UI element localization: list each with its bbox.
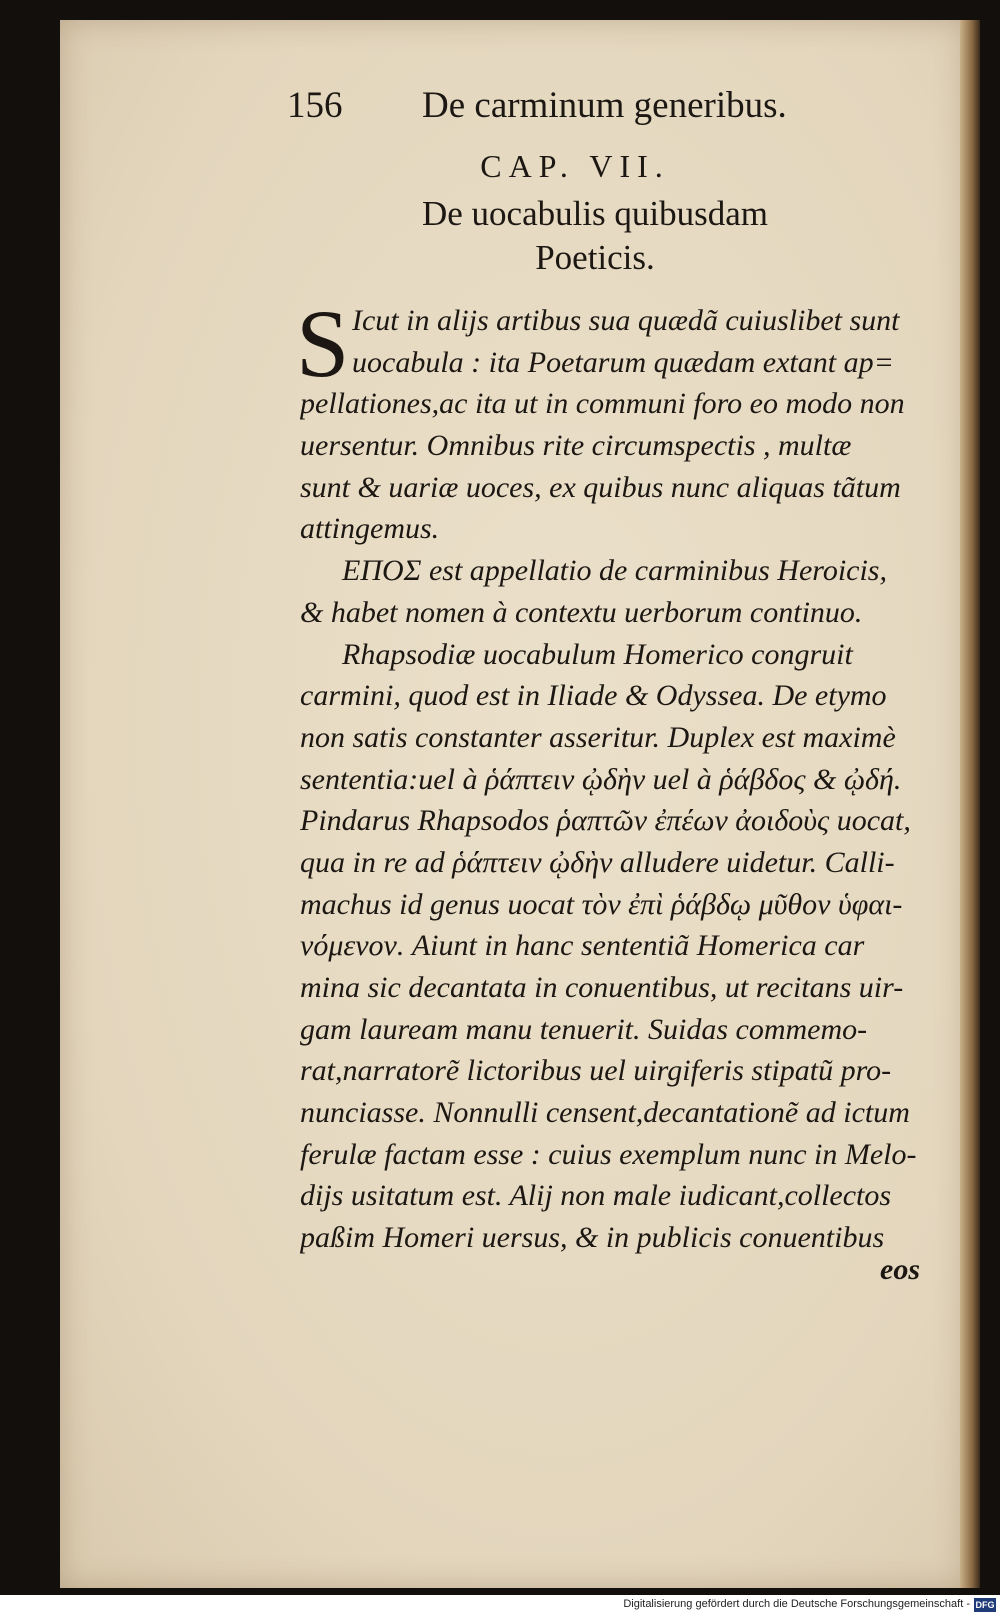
text-line: Rhapsodiæ uocabulum Homerico congruit — [342, 637, 853, 671]
text-line: νόμενον. Aiunt in hanc sententiã Homerica car — [300, 929, 865, 963]
text-line: carmini, quod est in Iliade & Odyssea. De etymo — [300, 679, 887, 713]
running-title: De carminum generibus. — [422, 85, 787, 126]
text-line: gam lauream manu tenuerit. Suidas commemo- — [300, 1012, 868, 1046]
text-line: pellationes,ac ita ut in communi foro eo modo non — [300, 387, 905, 421]
funding-credit: Digitalisierung gefördert durch die Deutsche Forschungsgemeinschaft - — [623, 1598, 970, 1610]
body-text — [296, 290, 920, 1259]
text-line: uersentur. Omnibus rite circumspectis , multæ — [300, 429, 852, 463]
chapter-title-line-1: De uocabulis quibusdam — [421, 194, 769, 233]
dfg-logo: DFG — [975, 1600, 995, 1610]
text-line: rat,narratorẽ lictoribus uel uirgiferis stipatũ pro- — [300, 1054, 892, 1088]
text-line: mina sic decantata in conuentibus, ut recitans uir- — [300, 971, 904, 1004]
text-line: uocabula : ita Poetarum quædam extant ap= — [352, 345, 894, 379]
text-line: machus id genus uocat τὸν ἐπὶ ῥάβδῳ μῦθον ὑφαι- — [300, 887, 903, 921]
page-gutter — [960, 20, 980, 1588]
text-line: attingemus. — [300, 512, 440, 546]
text-line: non satis constanter asseritur. Duplex est maximè — [300, 720, 896, 754]
catchword: eos — [880, 1253, 920, 1286]
text-line: sunt & uariæ uoces, ex quibus nunc aliquas tãtum — [300, 470, 901, 504]
text-line: ferulæ factam esse : cuius exemplum nunc in Melo- — [300, 1137, 917, 1171]
text-line: paßim Homeri uersus, & in publicis conuentibus — [300, 1221, 885, 1255]
chapter-title — [300, 192, 890, 280]
footer-bar — [0, 1595, 1000, 1617]
text-line: & habet nomen à contextu uerborum continuo. — [300, 595, 863, 629]
text-line: ΕΠΟΣ est appellatio de carminibus Heroicis, — [342, 554, 887, 588]
text-line: dijs usitatum est. Alij non male iudicant,collectos — [300, 1179, 892, 1213]
text-line: nunciasse. Nonnulli censent,decantationẽ ad ictum — [300, 1096, 910, 1130]
text-line: sententia:uel à ῥάπτειν ᾠδὴν uel à ῥάβδος & ᾠδή. — [300, 762, 902, 796]
chapter-label: CAP. VII. — [480, 148, 670, 184]
text-line: Pindarus Rhapsodos ῥαπτῶν ἐπέων ἀοιδοὺς uocat, — [300, 804, 911, 838]
opening-paragraph-start — [296, 290, 920, 397]
text-line: qua in re ad ῥάπτειν ᾠδὴν alludere uidetur. Calli- — [300, 845, 895, 879]
chapter-title-line-2: Poeticis. — [535, 238, 655, 277]
page-number: 156 — [287, 85, 343, 126]
drop-cap: S — [296, 290, 350, 397]
text-line: Icut in alijs artibus sua quædã cuiuslibet sunt — [352, 304, 900, 337]
